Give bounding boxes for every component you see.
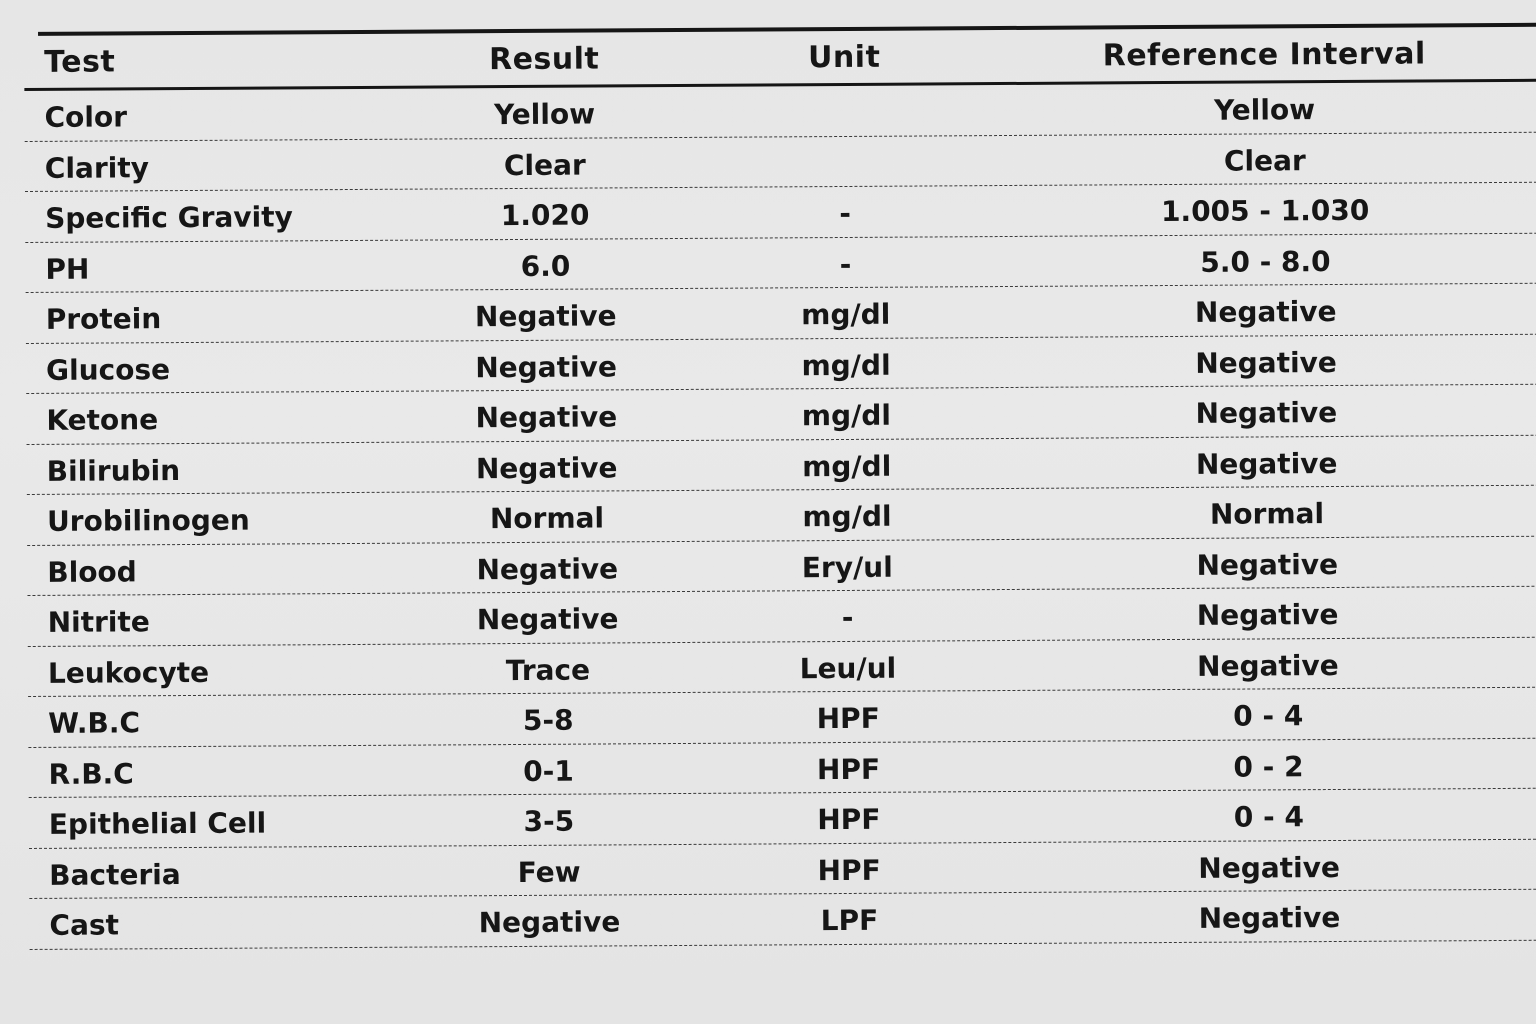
test-result: 3-5 xyxy=(523,804,575,839)
test-unit: mg/dl xyxy=(801,348,891,383)
test-name: R.B.C xyxy=(48,757,134,791)
test-reference: Negative xyxy=(1196,598,1339,633)
test-reference: 0 - 4 xyxy=(1233,699,1304,733)
test-unit: mg/dl xyxy=(802,449,892,484)
test-result: 5-8 xyxy=(522,703,574,738)
test-unit: Leu/ul xyxy=(799,651,897,686)
test-reference: Negative xyxy=(1195,345,1337,380)
test-name: Bilirubin xyxy=(46,453,181,488)
table-row xyxy=(29,890,1536,950)
test-unit: - xyxy=(839,197,852,231)
test-reference: Negative xyxy=(1196,547,1339,582)
test-result: Few xyxy=(517,855,581,889)
header-test: Test xyxy=(44,43,116,80)
test-result: Negative xyxy=(476,552,619,586)
test-name: PH xyxy=(45,252,90,286)
table-row xyxy=(27,536,1536,596)
table-row xyxy=(28,738,1536,798)
test-result: 6.0 xyxy=(520,249,571,283)
table-row xyxy=(28,688,1536,748)
table-row xyxy=(29,839,1536,899)
table-row xyxy=(25,233,1536,293)
test-name: Nitrite xyxy=(47,605,150,640)
test-reference: Negative xyxy=(1198,901,1341,936)
table-header-row xyxy=(24,27,1536,91)
test-unit: HPF xyxy=(817,803,881,837)
test-result: Negative xyxy=(478,905,621,940)
urinalysis-table xyxy=(24,19,1536,943)
test-name: Protein xyxy=(45,302,162,337)
test-result: Negative xyxy=(475,400,618,435)
test-reference: 0 - 4 xyxy=(1233,800,1304,834)
test-unit: HPF xyxy=(816,702,880,736)
test-result: Negative xyxy=(475,451,618,485)
test-name: W.B.C xyxy=(48,706,141,741)
test-unit: mg/dl xyxy=(801,297,891,332)
table-row xyxy=(27,435,1536,495)
test-name: Specific Gravity xyxy=(45,200,293,236)
test-result: Clear xyxy=(503,148,586,182)
table-row xyxy=(26,284,1536,344)
test-reference: Negative xyxy=(1194,295,1337,330)
table-row xyxy=(25,132,1536,192)
table-row xyxy=(27,486,1536,546)
test-name: Epithelial Cell xyxy=(48,806,267,842)
test-unit: HPF xyxy=(817,853,881,887)
table-row xyxy=(24,82,1536,142)
table-row xyxy=(28,637,1536,697)
test-unit: - xyxy=(841,601,854,635)
test-name: Cast xyxy=(49,908,120,943)
test-reference: 0 - 2 xyxy=(1233,749,1304,784)
test-reference: Clear xyxy=(1223,143,1306,178)
test-name: Color xyxy=(44,100,128,135)
test-unit xyxy=(715,136,975,187)
test-result: Yellow xyxy=(493,97,596,132)
table-row xyxy=(29,789,1536,849)
test-name: Glucose xyxy=(45,352,171,387)
test-name: Urobilinogen xyxy=(46,503,250,539)
test-result: 0-1 xyxy=(523,754,574,788)
test-reference: Yellow xyxy=(1213,93,1316,127)
table-row xyxy=(27,587,1536,647)
test-reference: Negative xyxy=(1198,850,1341,885)
test-unit: HPF xyxy=(816,752,881,786)
test-unit: Ery/ul xyxy=(801,550,893,585)
test-reference: 1.005 - 1.030 xyxy=(1160,194,1370,229)
test-unit: mg/dl xyxy=(801,398,892,433)
test-unit: LPF xyxy=(820,904,879,938)
test-result: Normal xyxy=(489,501,605,536)
test-unit: - xyxy=(839,247,852,281)
test-name: Ketone xyxy=(46,403,159,438)
test-reference: Normal xyxy=(1209,497,1325,532)
test-reference: Negative xyxy=(1195,446,1338,481)
header-result: Result xyxy=(488,40,600,77)
test-name: Blood xyxy=(47,555,137,589)
test-name: Bacteria xyxy=(49,857,181,892)
test-result: Negative xyxy=(474,299,617,334)
test-unit xyxy=(714,85,974,136)
test-name: Leukocyte xyxy=(47,655,210,690)
header-reference-interval: Reference Interval xyxy=(1102,35,1426,73)
test-reference: Negative xyxy=(1197,648,1339,683)
table-row xyxy=(26,385,1536,445)
table-row xyxy=(25,183,1536,243)
header-unit: Unit xyxy=(807,39,881,75)
test-result: Negative xyxy=(475,350,617,384)
test-name: Clarity xyxy=(44,150,150,185)
test-result: Trace xyxy=(505,653,591,687)
table-row xyxy=(26,334,1536,394)
table-body xyxy=(24,82,1536,950)
test-reference: Negative xyxy=(1195,396,1338,431)
test-unit: mg/dl xyxy=(802,499,892,534)
test-reference: 5.0 - 8.0 xyxy=(1200,244,1331,279)
test-result: 1.020 xyxy=(500,198,590,233)
test-result: Negative xyxy=(476,602,619,637)
